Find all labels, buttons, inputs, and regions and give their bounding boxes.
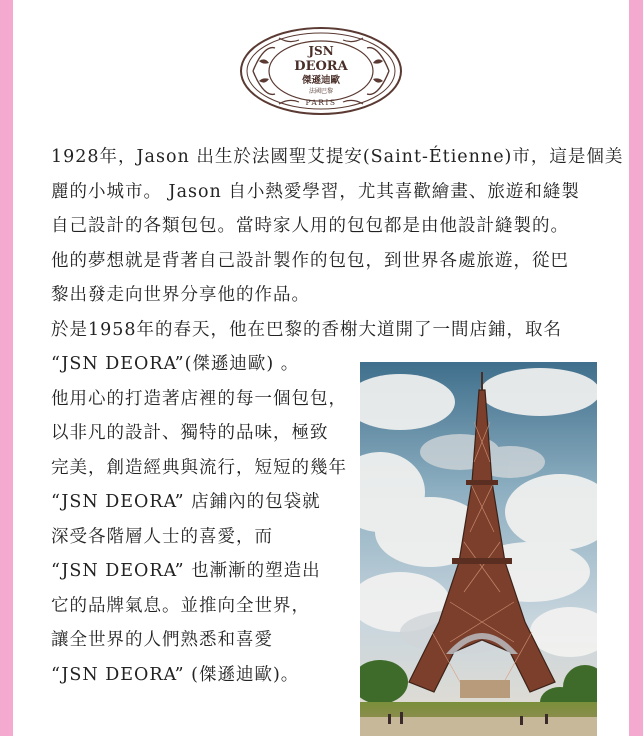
jsn-deora-logo xyxy=(239,26,403,116)
story-line: 自己設計的各類包包。當時家人用的包包都是由他設計縫製的。 xyxy=(51,216,569,236)
story-line: 它的品牌氣息。並推向全世界， xyxy=(51,595,310,616)
logo-paris: PARIS xyxy=(305,98,337,107)
story-line: “JSN DEORA” 也漸漸的塑造出 xyxy=(51,561,321,581)
story-line: 黎出發走向世界分享他的作品。 xyxy=(51,285,310,305)
story-line: 他用心的打造著店裡的每一個包包， xyxy=(51,388,347,409)
story-line: 深受各階層人士的喜愛，而 xyxy=(51,526,273,547)
story-line: 麗的小城市。 Jason 自小熱愛學習，尤其喜歡繪畫、旅遊和縫製 xyxy=(51,181,580,202)
story-line: 他的夢想就是背著自己設計製作的包包，到世界各處旅遊，從巴 xyxy=(51,250,569,271)
logo-chinese-sub: 法國巴黎 xyxy=(308,88,334,95)
story-line: 讓全世界的人們熟悉和喜愛 xyxy=(51,630,273,650)
story-line: 以非凡的設計、獨特的品味，極致 xyxy=(51,423,329,443)
story-line: 於是1958年的春天，他在巴黎的香榭大道開了一間店鋪，取名 xyxy=(51,319,563,340)
logo-brand-deora: DEORA xyxy=(294,59,348,74)
story-line: “JSN DEORA” (傑遜迪歐)。 xyxy=(51,664,300,685)
story-line: 1928年，Jason 出生於法國聖艾提安(Saint-Étienne)市，這是個美 xyxy=(51,147,624,167)
content-page xyxy=(13,0,629,736)
logo-chinese-name: 傑遜迪歐 xyxy=(301,75,341,86)
story-line: “JSN DEORA” 店鋪內的包袋就 xyxy=(51,492,321,512)
eiffel-tower-photo xyxy=(360,362,597,736)
story-line: 完美，創造經典與流行，短短的幾年 xyxy=(51,457,347,478)
logo-brand-jsn: JSN xyxy=(308,44,334,58)
story-line: “JSN DEORA”(傑遜迪歐) 。 xyxy=(51,354,300,374)
